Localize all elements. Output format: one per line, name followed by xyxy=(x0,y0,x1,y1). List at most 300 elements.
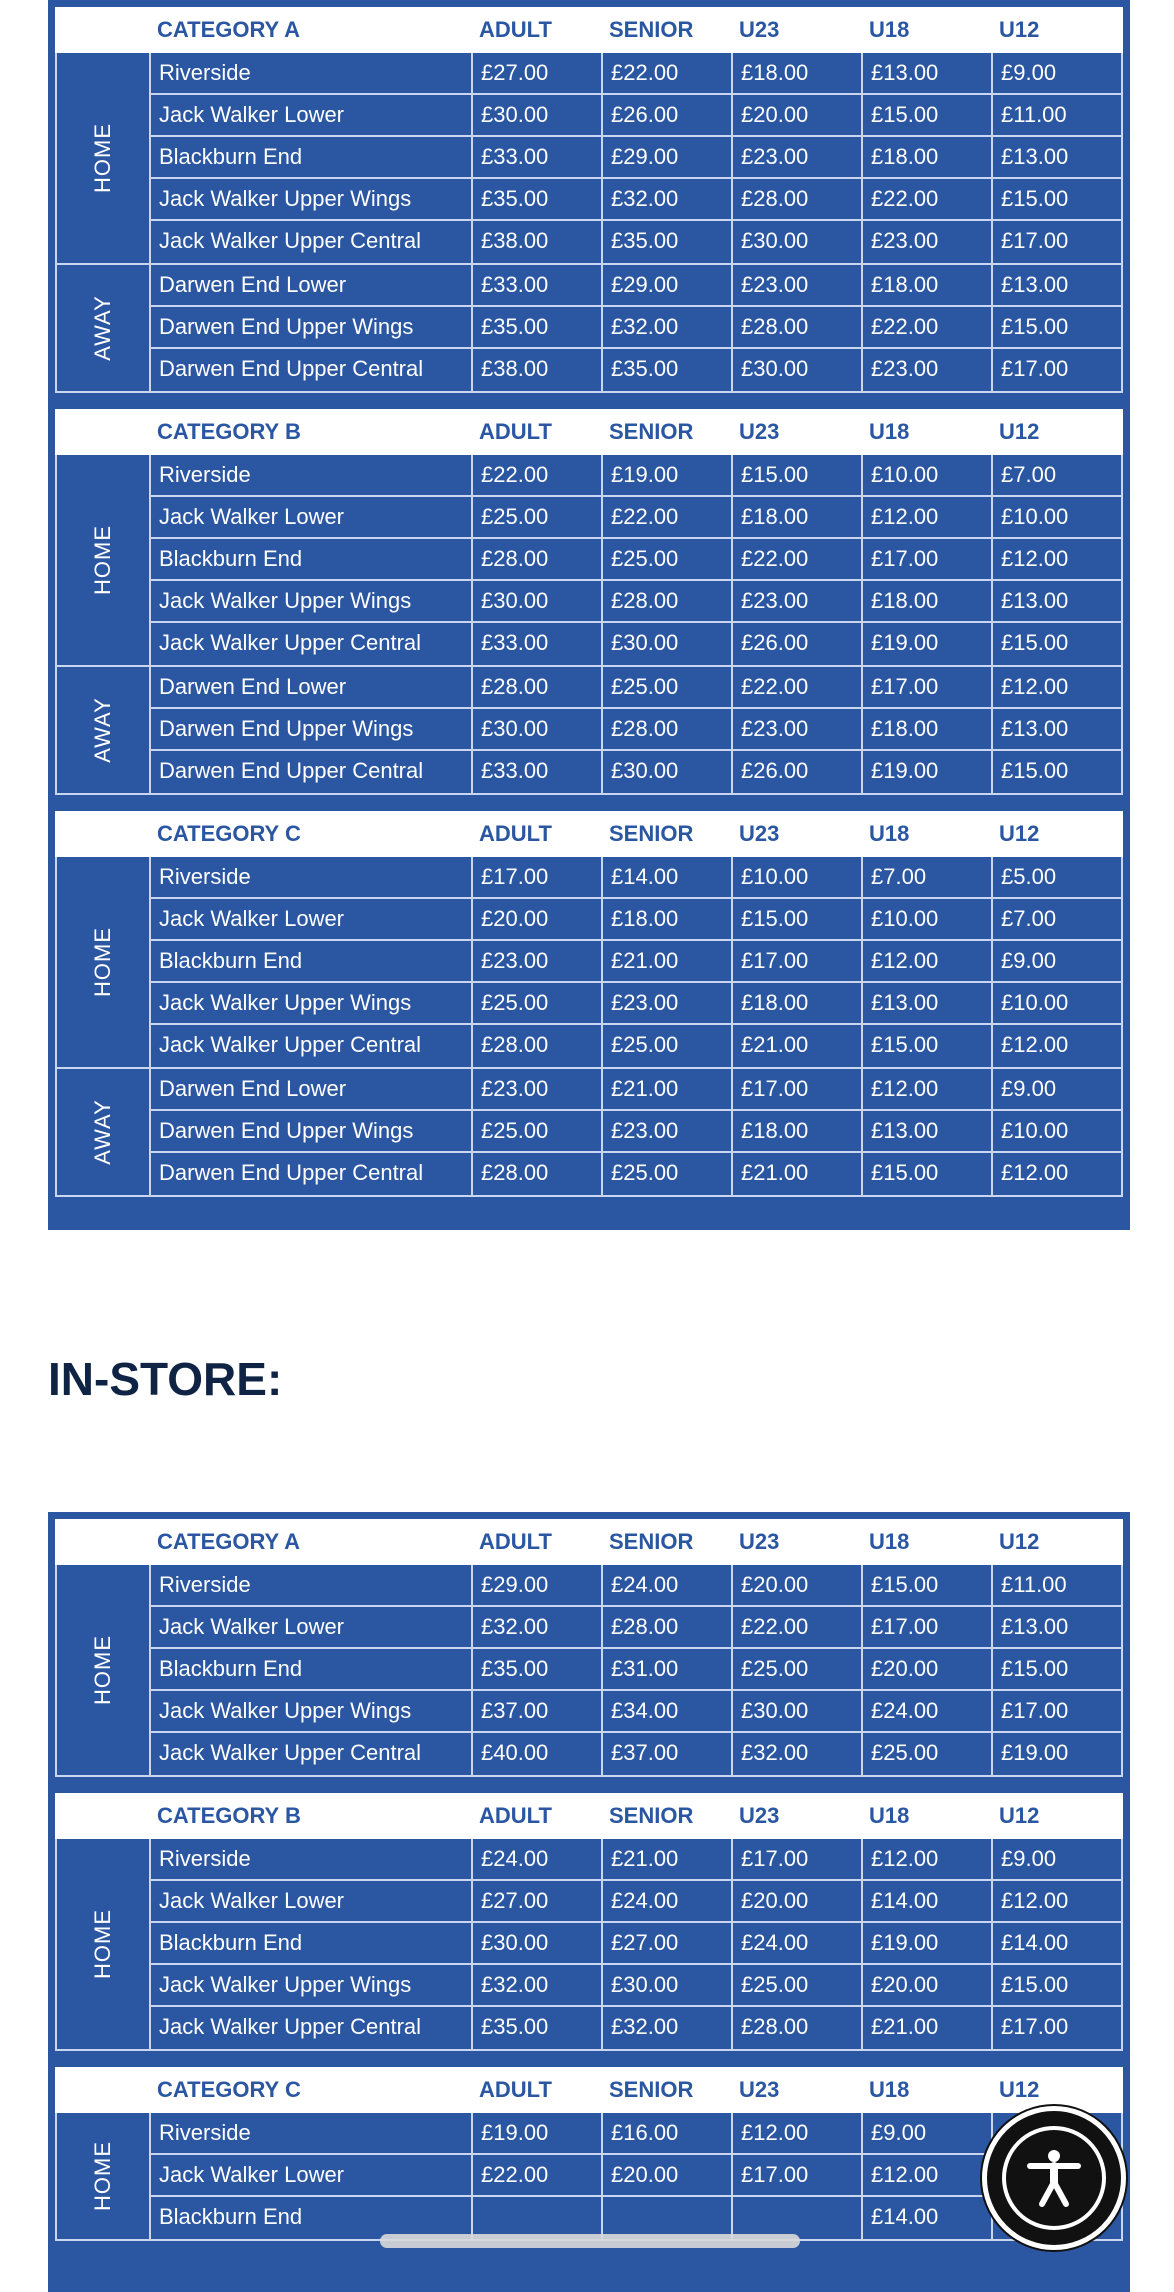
column-header: ADULT xyxy=(479,419,552,444)
stand-name: Jack Walker Upper Central xyxy=(151,1733,473,1775)
side-label xyxy=(57,2113,151,2239)
price-cell: £20.00 xyxy=(733,1881,863,1921)
price-cell: £9.00 xyxy=(1001,1846,1057,1871)
side-label xyxy=(57,1565,151,1775)
price-cell: £20.00 xyxy=(733,1565,863,1605)
price-cell: £25.00 xyxy=(733,1965,863,2005)
stand-group xyxy=(55,2113,1123,2241)
price-cell: £35.00 xyxy=(473,307,603,347)
price-cell: £17.00 xyxy=(1001,228,1069,253)
price-cell: £22.00 xyxy=(863,179,993,219)
accessibility-icon xyxy=(1022,2146,1086,2210)
price-cell: £13.00 xyxy=(863,1111,993,1151)
stand-name: Jack Walker Lower xyxy=(151,497,473,537)
stand-name: Blackburn End xyxy=(151,539,473,579)
stand-name: Jack Walker Upper Central xyxy=(151,2007,473,2049)
price-cell: £15.00 xyxy=(1001,758,1069,783)
price-cell: £23.00 xyxy=(733,265,863,305)
column-header: SENIOR xyxy=(609,419,694,444)
price-cell: £37.00 xyxy=(473,1691,603,1731)
price-cell: £13.00 xyxy=(1001,272,1069,297)
price-cell: £18.00 xyxy=(733,497,863,537)
price-cell: £29.00 xyxy=(473,1565,603,1605)
price-cell: £30.00 xyxy=(733,349,863,391)
price-cell: £10.00 xyxy=(1001,1118,1069,1143)
price-cell: £12.00 xyxy=(863,2155,993,2195)
stand-rows xyxy=(151,265,1123,391)
side-label-text: HOME xyxy=(90,927,115,997)
stand-group xyxy=(55,667,1123,795)
side-label-text: HOME xyxy=(90,1635,115,1705)
column-header: SENIOR xyxy=(609,17,694,42)
price-cell: £28.00 xyxy=(473,1153,603,1195)
table-row xyxy=(151,623,1123,665)
price-cell: £28.00 xyxy=(473,1025,603,1067)
price-cell: £17.00 xyxy=(863,539,993,579)
price-cell: £24.00 xyxy=(603,1565,733,1605)
column-header: U18 xyxy=(869,419,910,444)
price-cell: £21.00 xyxy=(733,1153,863,1195)
stand-name: Jack Walker Upper Central xyxy=(151,1025,473,1067)
stand-name: Riverside xyxy=(151,1565,473,1605)
side-label-text: HOME xyxy=(90,1909,115,1979)
price-cell: £34.00 xyxy=(603,1691,733,1731)
side-label xyxy=(57,265,151,391)
table-row xyxy=(151,221,1123,263)
price-cell: £17.00 xyxy=(1001,2014,1069,2039)
price-cell: £22.00 xyxy=(603,53,733,93)
table-row xyxy=(151,137,1123,179)
table-row xyxy=(151,983,1123,1025)
price-cell: £10.00 xyxy=(1001,504,1069,529)
stand-name: Darwen End Upper Wings xyxy=(151,709,473,749)
stand-group xyxy=(55,455,1123,667)
price-cell: £17.00 xyxy=(733,941,863,981)
price-cell: £28.00 xyxy=(603,581,733,621)
price-cell: £35.00 xyxy=(473,2007,603,2049)
price-cell: £28.00 xyxy=(603,709,733,749)
table-row xyxy=(151,1025,1123,1067)
column-header: U18 xyxy=(869,2077,910,2102)
price-cell: £17.00 xyxy=(473,857,603,897)
price-cell: £30.00 xyxy=(733,221,863,263)
price-cell: £30.00 xyxy=(473,1923,603,1963)
accessibility-icon-ring xyxy=(1002,2126,1106,2230)
price-cell: £13.00 xyxy=(863,53,993,93)
price-cell: £25.00 xyxy=(863,1733,993,1775)
price-category xyxy=(55,811,1123,1197)
table-row xyxy=(151,941,1123,983)
table-row xyxy=(151,349,1123,391)
price-cell: £25.00 xyxy=(603,1153,733,1195)
stand-name: Jack Walker Lower xyxy=(151,95,473,135)
side-label xyxy=(57,455,151,665)
price-cell: £35.00 xyxy=(473,1649,603,1689)
column-header: SENIOR xyxy=(609,1803,694,1828)
stand-name: Jack Walker Upper Wings xyxy=(151,581,473,621)
price-cell: £15.00 xyxy=(1001,1972,1069,1997)
stand-name: Riverside xyxy=(151,857,473,897)
price-cell: £27.00 xyxy=(473,53,603,93)
table-row xyxy=(151,265,1123,307)
price-cell: £29.00 xyxy=(603,265,733,305)
table-row xyxy=(151,1965,1123,2007)
stand-name: Blackburn End xyxy=(151,941,473,981)
price-cell: £19.00 xyxy=(863,751,993,793)
price-cell: £12.00 xyxy=(863,941,993,981)
price-category xyxy=(55,7,1123,393)
price-cell: £17.00 xyxy=(863,667,993,707)
price-cell: £15.00 xyxy=(863,95,993,135)
price-cell: £32.00 xyxy=(733,1733,863,1775)
stand-name: Blackburn End xyxy=(151,1923,473,1963)
price-cell: £18.00 xyxy=(863,581,993,621)
price-cell: £23.00 xyxy=(863,349,993,391)
price-cell: £10.00 xyxy=(863,455,993,495)
price-cell: £15.00 xyxy=(863,1153,993,1195)
price-cell: £17.00 xyxy=(1001,356,1069,381)
table-row xyxy=(151,455,1123,497)
price-cell: £12.00 xyxy=(1001,674,1069,699)
table-row xyxy=(151,53,1123,95)
category-title: CATEGORY B xyxy=(157,1803,301,1828)
column-header: ADULT xyxy=(479,1529,552,1554)
stand-group xyxy=(55,265,1123,393)
price-cell: £22.00 xyxy=(733,539,863,579)
price-cell: £20.00 xyxy=(733,95,863,135)
category-header-row xyxy=(55,811,1123,857)
table-row xyxy=(151,2113,1123,2155)
category-title: CATEGORY A xyxy=(157,17,301,42)
price-cell: £30.00 xyxy=(603,1965,733,2005)
price-cell: £23.00 xyxy=(473,941,603,981)
table-row xyxy=(151,1649,1123,1691)
price-cell: £18.00 xyxy=(733,53,863,93)
side-label-text: HOME xyxy=(90,2141,115,2211)
accessibility-button[interactable] xyxy=(982,2106,1126,2250)
side-label xyxy=(57,667,151,793)
price-category xyxy=(55,2067,1123,2241)
column-header: U12 xyxy=(999,1529,1040,1554)
price-cell: £11.00 xyxy=(1001,1572,1067,1597)
category-title: CATEGORY A xyxy=(157,1529,301,1554)
stand-name: Darwen End Upper Wings xyxy=(151,307,473,347)
side-label-text: AWAY xyxy=(90,697,115,763)
price-cell xyxy=(473,2197,603,2239)
price-cell: £12.00 xyxy=(1001,546,1069,571)
column-header: U23 xyxy=(739,2077,780,2102)
price-cell: £23.00 xyxy=(863,221,993,263)
table-row xyxy=(151,497,1123,539)
price-cell: £30.00 xyxy=(603,623,733,665)
price-cell: £11.00 xyxy=(1001,102,1067,127)
column-header: U18 xyxy=(869,17,910,42)
price-cell: £18.00 xyxy=(863,709,993,749)
price-cell: £35.00 xyxy=(603,221,733,263)
price-cell: £23.00 xyxy=(603,1111,733,1151)
price-cell: £16.00 xyxy=(603,2113,733,2153)
price-cell: £14.00 xyxy=(863,2197,993,2239)
table-row xyxy=(151,2007,1123,2049)
price-category xyxy=(55,1519,1123,1777)
table-row xyxy=(151,1153,1123,1195)
price-cell: £22.00 xyxy=(473,455,603,495)
stand-name: Riverside xyxy=(151,455,473,495)
price-cell: £15.00 xyxy=(1001,630,1069,655)
column-header: SENIOR xyxy=(609,2077,694,2102)
price-cell: £14.00 xyxy=(603,857,733,897)
price-cell: £28.00 xyxy=(733,179,863,219)
stand-name: Jack Walker Upper Wings xyxy=(151,179,473,219)
price-cell: £28.00 xyxy=(473,667,603,707)
price-cell: £24.00 xyxy=(863,1691,993,1731)
stand-name: Blackburn End xyxy=(151,2197,473,2239)
price-cell: £28.00 xyxy=(473,539,603,579)
stand-group xyxy=(55,1069,1123,1197)
price-cell: £19.00 xyxy=(1001,1740,1069,1765)
price-cell: £26.00 xyxy=(733,751,863,793)
price-cell: £15.00 xyxy=(733,899,863,939)
price-cell: £40.00 xyxy=(473,1733,603,1775)
stand-name: Riverside xyxy=(151,2113,473,2153)
price-cell: £20.00 xyxy=(863,1965,993,2005)
price-cell: £7.00 xyxy=(1001,906,1057,931)
table-row xyxy=(151,581,1123,623)
stand-group xyxy=(55,53,1123,265)
stand-name: Darwen End Upper Central xyxy=(151,751,473,793)
side-label xyxy=(57,1839,151,2049)
price-cell: £12.00 xyxy=(733,2113,863,2153)
price-cell: £9.00 xyxy=(863,2113,993,2153)
column-header: U23 xyxy=(739,419,780,444)
stand-rows xyxy=(151,455,1123,665)
stand-rows xyxy=(151,53,1123,263)
table-row xyxy=(151,751,1123,793)
stand-name: Riverside xyxy=(151,53,473,93)
price-cell: £21.00 xyxy=(603,1069,733,1109)
price-category xyxy=(55,409,1123,795)
stand-name: Darwen End Upper Wings xyxy=(151,1111,473,1151)
price-cell: £15.00 xyxy=(1001,186,1069,211)
price-cell: £10.00 xyxy=(1001,990,1069,1015)
price-cell: £13.00 xyxy=(1001,588,1069,613)
price-cell: £19.00 xyxy=(603,455,733,495)
stand-rows xyxy=(151,2113,1123,2239)
price-cell: £13.00 xyxy=(863,983,993,1023)
stand-name: Jack Walker Upper Wings xyxy=(151,1691,473,1731)
table-row xyxy=(151,2155,1123,2197)
price-cell: £28.00 xyxy=(733,307,863,347)
price-cell: £17.00 xyxy=(733,2155,863,2195)
price-cell: £12.00 xyxy=(1001,1888,1069,1913)
price-cell: £10.00 xyxy=(863,899,993,939)
price-cell: £26.00 xyxy=(603,95,733,135)
price-cell: £33.00 xyxy=(473,751,603,793)
price-cell: £25.00 xyxy=(473,1111,603,1151)
price-cell: £25.00 xyxy=(603,667,733,707)
column-header: U23 xyxy=(739,1803,780,1828)
table-row xyxy=(151,1111,1123,1153)
side-label-text: AWAY xyxy=(90,295,115,361)
price-cell: £14.00 xyxy=(863,1881,993,1921)
price-cell: £18.00 xyxy=(603,899,733,939)
price-cell: £21.00 xyxy=(863,2007,993,2049)
table-row xyxy=(151,2197,1123,2239)
column-header: SENIOR xyxy=(609,821,694,846)
stand-name: Darwen End Upper Central xyxy=(151,349,473,391)
stand-name: Darwen End Lower xyxy=(151,1069,473,1109)
stand-rows xyxy=(151,1839,1123,2049)
price-cell: £23.00 xyxy=(733,709,863,749)
price-cell: £23.00 xyxy=(603,983,733,1023)
price-cell: £30.00 xyxy=(473,95,603,135)
table-row xyxy=(151,709,1123,751)
price-cell: £19.00 xyxy=(863,623,993,665)
price-cell: £22.00 xyxy=(603,497,733,537)
stand-name: Darwen End Lower xyxy=(151,265,473,305)
section-title-in-store: IN-STORE: xyxy=(48,1353,283,1405)
price-cell: £25.00 xyxy=(473,497,603,537)
price-cell: £15.00 xyxy=(863,1025,993,1067)
price-cell: £19.00 xyxy=(473,2113,603,2153)
stand-rows xyxy=(151,857,1123,1067)
price-cell: £33.00 xyxy=(473,265,603,305)
side-label xyxy=(57,857,151,1067)
stand-rows xyxy=(151,1565,1123,1775)
price-cell: £21.00 xyxy=(603,1839,733,1879)
stand-group xyxy=(55,1839,1123,2051)
price-cell: £5.00 xyxy=(1001,864,1057,889)
category-header-row xyxy=(55,7,1123,53)
side-label-text: AWAY xyxy=(90,1099,115,1165)
side-label xyxy=(57,1069,151,1195)
price-cell: £31.00 xyxy=(603,1649,733,1689)
table-row xyxy=(151,667,1123,709)
table-row xyxy=(151,95,1123,137)
price-cell: £20.00 xyxy=(473,899,603,939)
price-cell: £23.00 xyxy=(473,1069,603,1109)
price-cell: £24.00 xyxy=(733,1923,863,1963)
home-indicator[interactable] xyxy=(380,2234,800,2248)
price-cell: £38.00 xyxy=(473,221,603,263)
category-title: CATEGORY C xyxy=(157,821,301,846)
price-cell: £19.00 xyxy=(863,1923,993,1963)
price-cell: £33.00 xyxy=(473,137,603,177)
price-cell: £9.00 xyxy=(1001,60,1057,85)
category-header-row xyxy=(55,409,1123,455)
price-cell: £23.00 xyxy=(733,137,863,177)
category-header-row xyxy=(55,1793,1123,1839)
stand-name: Darwen End Upper Central xyxy=(151,1153,473,1195)
stand-name: Jack Walker Upper Central xyxy=(151,221,473,263)
price-cell: £12.00 xyxy=(1001,1032,1069,1057)
price-cell: £30.00 xyxy=(603,751,733,793)
column-header: ADULT xyxy=(479,17,552,42)
column-header: ADULT xyxy=(479,821,552,846)
price-cell xyxy=(603,2197,733,2239)
column-header: ADULT xyxy=(479,1803,552,1828)
online-price-table xyxy=(48,0,1130,1230)
price-cell: £15.00 xyxy=(733,455,863,495)
price-cell: £13.00 xyxy=(1001,1614,1069,1639)
stand-group xyxy=(55,1565,1123,1777)
price-cell: £23.00 xyxy=(733,581,863,621)
price-cell: £14.00 xyxy=(1001,1930,1069,1955)
price-cell xyxy=(733,2197,863,2239)
column-header: U12 xyxy=(999,17,1040,42)
price-cell: £18.00 xyxy=(863,265,993,305)
price-cell: £28.00 xyxy=(603,1607,733,1647)
column-header: U23 xyxy=(739,821,780,846)
price-cell: £27.00 xyxy=(603,1923,733,1963)
price-cell: £29.00 xyxy=(603,137,733,177)
stand-rows xyxy=(151,1069,1123,1195)
side-label-text: HOME xyxy=(90,123,115,193)
category-title: CATEGORY C xyxy=(157,2077,301,2102)
table-row xyxy=(151,539,1123,581)
price-cell: £22.00 xyxy=(733,667,863,707)
price-cell: £21.00 xyxy=(603,941,733,981)
price-cell: £15.00 xyxy=(1001,314,1069,339)
price-cell: £20.00 xyxy=(603,2155,733,2195)
price-cell: £13.00 xyxy=(1001,716,1069,741)
price-cell: £13.00 xyxy=(1001,144,1069,169)
column-header: U23 xyxy=(739,17,780,42)
category-header-row xyxy=(55,1519,1123,1565)
table-row xyxy=(151,1733,1123,1775)
price-cell: £25.00 xyxy=(733,1649,863,1689)
stand-name: Riverside xyxy=(151,1839,473,1879)
price-cell: £27.00 xyxy=(473,1881,603,1921)
price-cell: £10.00 xyxy=(733,857,863,897)
price-cell: £9.00 xyxy=(1001,948,1057,973)
stand-group xyxy=(55,857,1123,1069)
table-row xyxy=(151,1691,1123,1733)
price-cell: £33.00 xyxy=(473,623,603,665)
column-header: ADULT xyxy=(479,2077,552,2102)
price-cell: £30.00 xyxy=(733,1691,863,1731)
table-row xyxy=(151,1069,1123,1111)
category-header-row xyxy=(55,2067,1123,2113)
price-cell: £32.00 xyxy=(603,2007,733,2049)
price-cell: £15.00 xyxy=(863,1565,993,1605)
price-cell: £26.00 xyxy=(733,623,863,665)
column-header: SENIOR xyxy=(609,1529,694,1554)
price-cell: £7.00 xyxy=(863,857,993,897)
table-row xyxy=(151,1923,1123,1965)
price-cell: £17.00 xyxy=(1001,1698,1069,1723)
stand-name: Jack Walker Upper Wings xyxy=(151,1965,473,2005)
price-cell: £17.00 xyxy=(733,1069,863,1109)
price-cell: £32.00 xyxy=(603,307,733,347)
table-row xyxy=(151,899,1123,941)
price-category xyxy=(55,1793,1123,2051)
price-cell: £28.00 xyxy=(733,2007,863,2049)
column-header: U23 xyxy=(739,1529,780,1554)
price-cell: £7.00 xyxy=(1001,462,1057,487)
price-cell: £32.00 xyxy=(603,179,733,219)
column-header: U18 xyxy=(869,821,910,846)
price-cell: £22.00 xyxy=(473,2155,603,2195)
price-cell: £17.00 xyxy=(733,1839,863,1879)
price-cell: £30.00 xyxy=(473,581,603,621)
table-row xyxy=(151,857,1123,899)
price-cell: £25.00 xyxy=(473,983,603,1023)
price-cell: £35.00 xyxy=(473,179,603,219)
category-title: CATEGORY B xyxy=(157,419,301,444)
column-header: U12 xyxy=(999,419,1040,444)
price-cell: £15.00 xyxy=(1001,1656,1069,1681)
